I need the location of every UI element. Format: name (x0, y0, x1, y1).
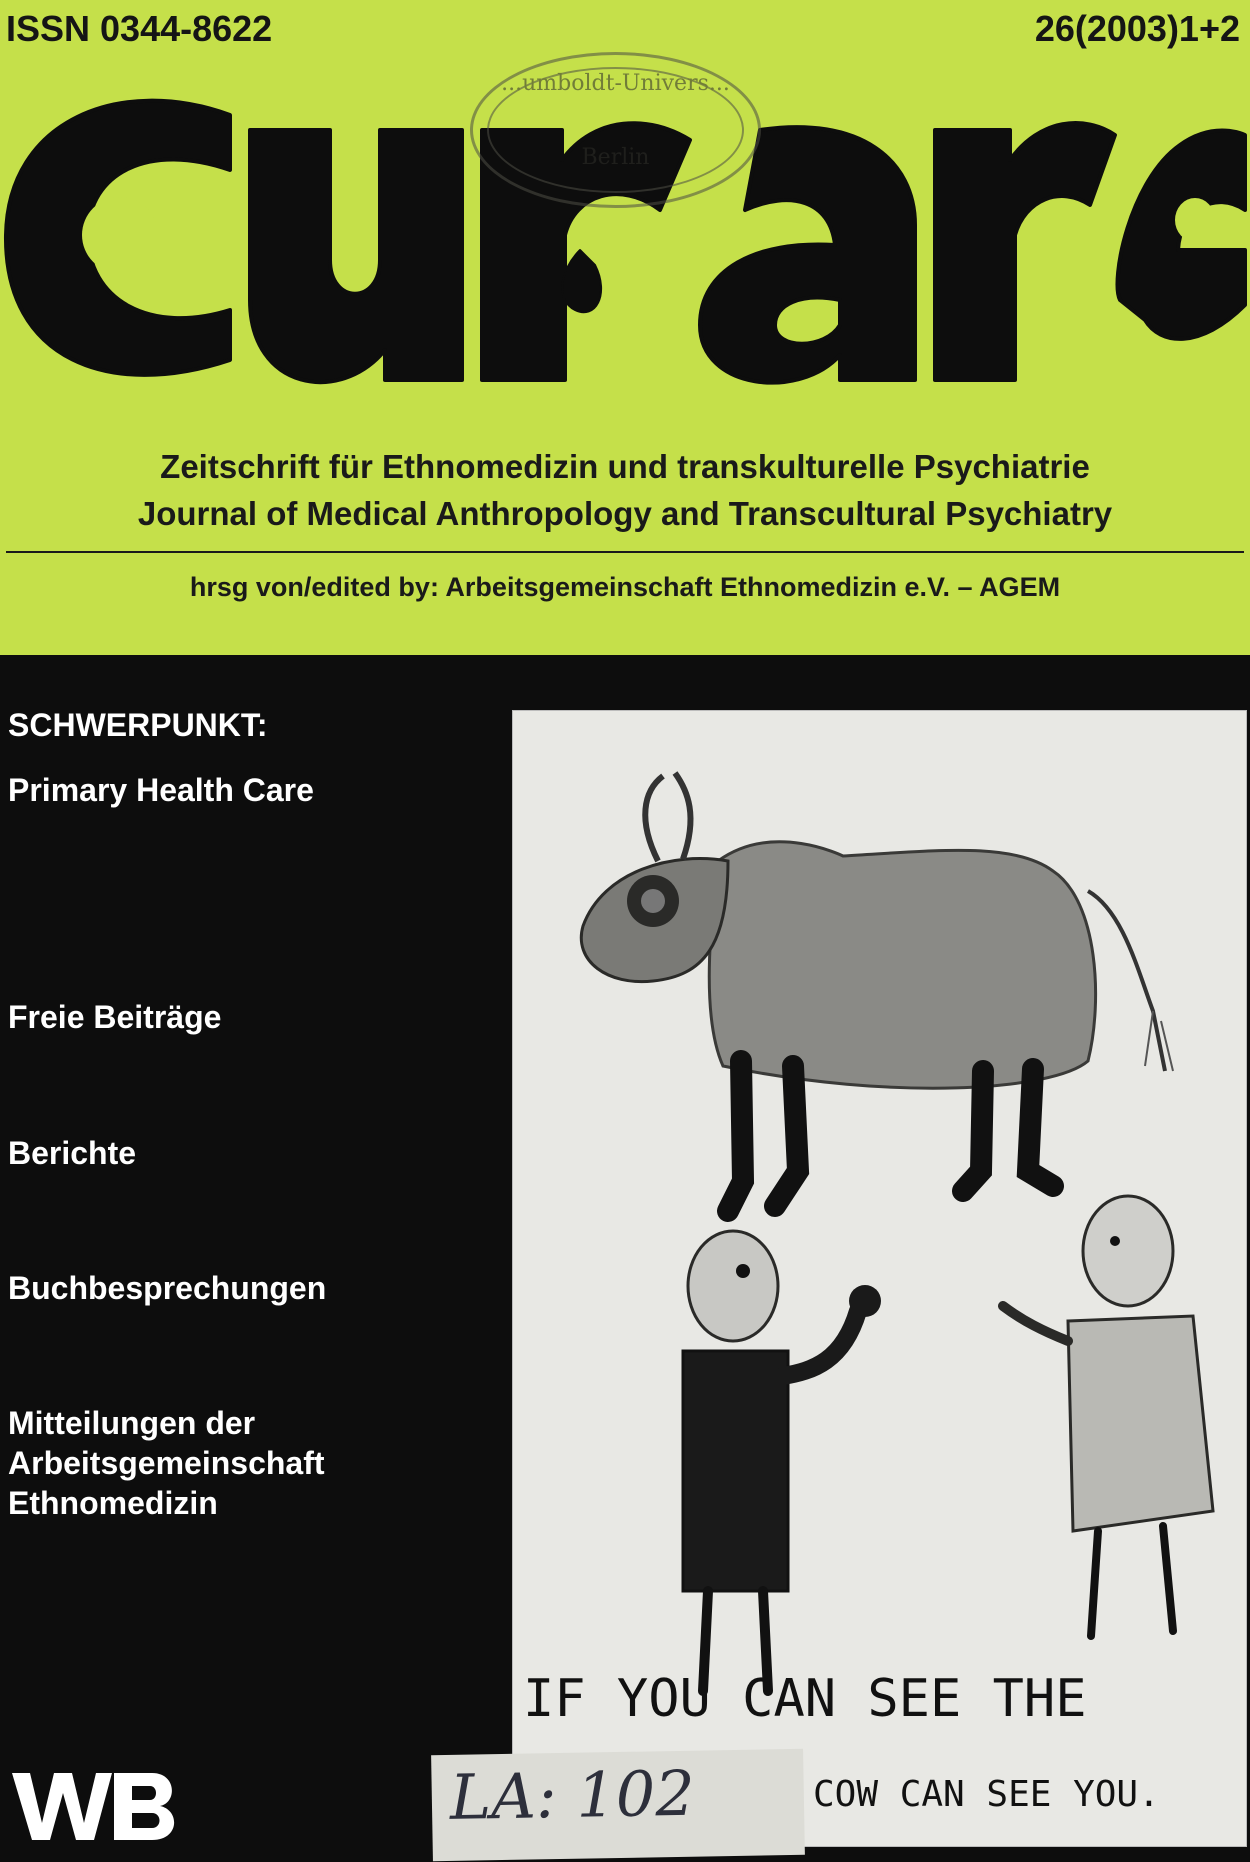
left-figure-head (688, 1231, 778, 1341)
library-stamp (470, 52, 761, 208)
divider-line (6, 551, 1244, 553)
subtitle-german: Zeitschrift für Ethnomedizin und transkulturelle Psychiatrie (160, 448, 1090, 485)
publisher-logo (12, 1768, 182, 1843)
right-figure-head (1083, 1196, 1173, 1306)
cow-horn (675, 773, 691, 859)
cow-body (709, 842, 1095, 1088)
cow-and-figures-drawing (513, 711, 1246, 1846)
issue-number: 26(2003)1+2 (1034, 8, 1240, 49)
drawing-caption-line-1: IF YOU CAN SEE THE (523, 1669, 1087, 1729)
right-figure-arm (1003, 1306, 1068, 1341)
subtitle-english: Journal of Medical Anthropology and Transcultural Psychiatry (137, 495, 1113, 532)
right-figure-eye (1110, 1236, 1120, 1246)
publisher-logo-text: VWB (12, 1768, 15, 1769)
library-shelf-label-text: LA: 102 (449, 1756, 696, 1834)
left-figure-hand (849, 1285, 881, 1317)
right-figure-dress (1068, 1316, 1213, 1531)
cow-eye-inner (641, 889, 665, 913)
cow-tail (1088, 891, 1165, 1071)
editor-line: hrsg von/edited by: Arbeitsgemeinschaft Ethnomedizin e.V. – AGEM (189, 572, 1061, 602)
cow-horn (645, 776, 663, 861)
left-figure-body (683, 1351, 788, 1591)
toc-item: Buchbesprechungen (8, 1270, 327, 1306)
focus-label: SCHWERPUNKT: (8, 707, 268, 743)
library-stamp-text: ...umboldt-Univers... (501, 71, 730, 96)
right-figure-legs (1091, 1526, 1173, 1636)
drawing-caption-line-2: COW CAN SEE YOU. (813, 1774, 1160, 1815)
library-shelf-label (431, 1749, 805, 1861)
left-figure-arm (783, 1311, 858, 1376)
toc-item: Berichte (8, 1135, 137, 1171)
cover-illustration (512, 710, 1247, 1847)
toc-item: Ethnomedizin (8, 1485, 218, 1521)
toc-item: Arbeitsgemeinschaft (8, 1445, 325, 1481)
toc-item: Freie Beiträge (8, 999, 222, 1035)
toc-item: Mitteilungen der (8, 1405, 256, 1441)
issn: ISSN 0344-8622 (6, 8, 273, 49)
focus-topic: Primary Health Care (8, 772, 314, 808)
library-stamp-city: Berlin (581, 145, 650, 170)
left-figure-eye (736, 1264, 750, 1278)
